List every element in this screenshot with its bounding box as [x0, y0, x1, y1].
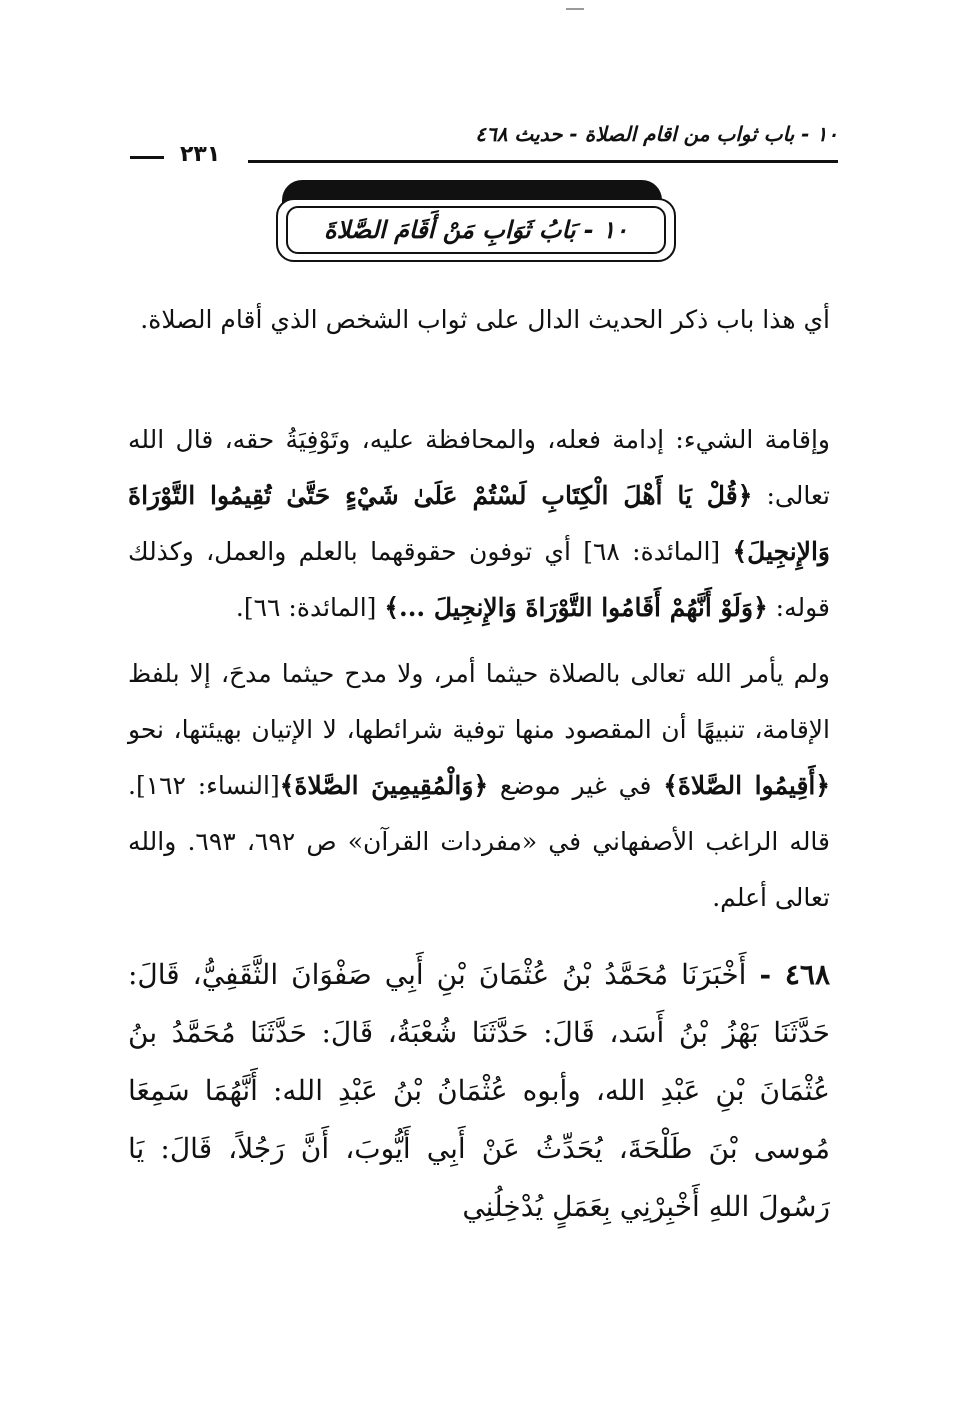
paragraph-iqama-text-c: [المائدة: ٦٦]. [235, 593, 385, 622]
page-number: ٢٣١ [180, 142, 221, 167]
paragraph-command [128, 646, 830, 926]
paragraph-command-text-b: في غير موضع [488, 771, 664, 800]
paragraph-iqama-text-b: [المائدة: ٦٨] أي توفون حقوقهما بالعلم والعمل، وكذلك قوله: [128, 537, 830, 622]
quran-quote-muqimin: ﴿وَالْمُقِيمِينَ الصَّلاةَ﴾ [279, 771, 489, 800]
banner-inner-frame [286, 206, 666, 254]
quran-quote-maidah-66: ﴿وَلَوْ أَنَّهُمْ أَقَامُوا التَّوْرَاةَ وَالإِنجِيلَ ...﴾ [384, 593, 768, 622]
page-number-dash [130, 156, 164, 159]
header-rule [248, 160, 838, 163]
paragraph-iqama-text-a: وإقامة الشيء: إدامة فعله، والمحافظة عليه، وتَوْفِيَةُ حقه، قال الله تعالى: [128, 425, 830, 510]
quran-quote-aqimu: ﴿أَقِيمُوا الصَّلاةَ﴾ [663, 771, 831, 800]
quran-quote-maidah-68: ﴿قُلْ يَا أَهْلَ الْكِتَابِ لَسْتُمْ عَلَىٰ شَيْءٍ حَتَّىٰ تُقِيمُوا التَّوْرَاةَ وَالإِنجِيلَ﴾ [128, 481, 830, 566]
paragraph-intro [128, 292, 830, 348]
hadith-468 [128, 946, 830, 1236]
hadith-number: ٤٦٨ - [759, 958, 830, 991]
paragraph-command-text-a: ولم يأمر الله تعالى بالصلاة حيثما أمر، ولا مدح حيثما مدحَ، إلا بلفظ الإقامة، تنبيهًا أن المقصود منها توفية شرائطها، لا الإتيان بهيئتها، نحو [128, 659, 830, 744]
paragraph-command-text-c: [النساء: ١٦٢]. قاله الراغب الأصفهاني في «مفردات القرآن» ص ٦٩٢، ٦٩٣. والله تعالى أعلم. [128, 771, 831, 912]
paragraph-iqama [128, 412, 830, 636]
running-header [130, 120, 838, 167]
banner-frame [276, 198, 676, 262]
chapter-title: ١٠ - بَابُ ثَوَابِ مَنْ أَقَامَ الصَّلاةَ [324, 216, 628, 244]
paragraph-intro-text: أي هذا باب ذكر الحديث الدال على ثواب الشخص الذي أقام الصلاة. [140, 305, 830, 334]
hadith-text: أَخْبَرَنَا مُحَمَّدُ بْنُ عُثْمَانَ بْنِ أَبِي صَفْوَانَ الثَّقَفِيُّ، قَالَ: حَدَّثَنَا بَهْزُ بْنُ أَسَد، قَالَ: حَدَّثَنَا شُعْبَةُ، قَالَ: حَدَّثَنَا مُحَمَّدُ بنُ عُثْمَانَ بْنِ عَبْدِ الله، وأبوه عُثْمَانُ بْنُ عَبْدِ الله: أَنَّهُمَا سَمِعَا مُوسى بْنَ طَلْحَةَ، يُحَدِّثُ عَنْ أَبِي أَيُّوبَ، أَنَّ رَجُلاً، قَالَ: يَا رَسُولَ اللهِ أَخْبِرْنِي بِعَمَلٍ يُدْخِلُنِي [128, 958, 830, 1223]
scan-mark [566, 8, 584, 10]
chapter-banner [276, 180, 680, 266]
header-title: ١٠ - باب ثواب من اقام الصلاة - حديث ٤٦٨ [475, 122, 838, 146]
